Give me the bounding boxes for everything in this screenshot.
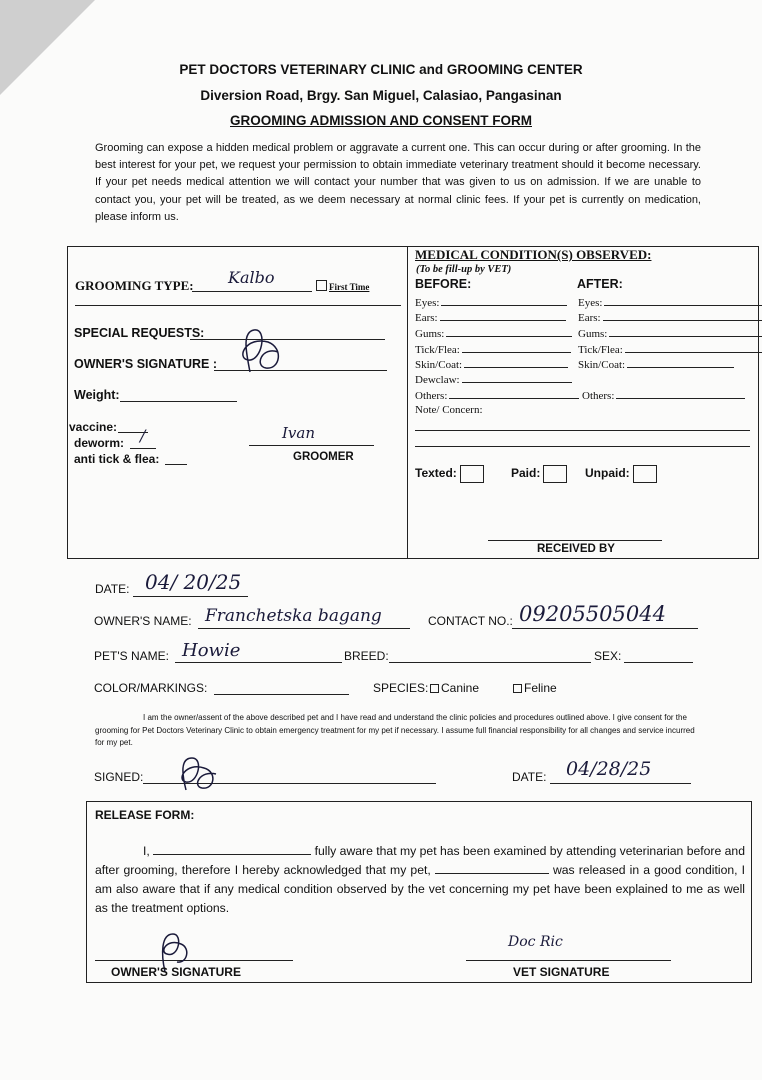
after-item-line[interactable]	[627, 358, 734, 368]
note-label: Note/ Concern:	[415, 404, 483, 416]
before-item	[415, 358, 568, 371]
grooming-type-extra-line	[75, 305, 401, 306]
before-item-line[interactable]	[441, 296, 567, 306]
unpaid-label: Unpaid:	[585, 466, 630, 481]
texted-field[interactable]	[415, 465, 484, 483]
release-text-start: I,	[143, 844, 154, 858]
anti-tick-line	[165, 464, 187, 465]
deworm-line	[130, 448, 156, 449]
before-item-line[interactable]	[446, 327, 572, 337]
grooming-type-line	[192, 291, 312, 292]
release-name-blank[interactable]	[153, 844, 311, 855]
after-item	[582, 389, 745, 402]
signed-label: SIGNED:	[94, 770, 144, 784]
received-by-line	[488, 540, 662, 541]
texted-box[interactable]	[460, 465, 484, 483]
after-item-label: Skin/Coat:	[578, 359, 626, 371]
breed-line	[389, 662, 591, 663]
pet-name-line	[175, 662, 342, 663]
before-item-label: Tick/Flea:	[415, 344, 460, 356]
paid-box[interactable]	[543, 465, 567, 483]
feline-label: Feline	[524, 681, 557, 695]
owner-signature-label: OWNER'S SIGNATURE :	[74, 357, 218, 371]
grooming-type-value[interactable]: Kalbo	[228, 268, 275, 287]
before-item-label: Gums:	[415, 328, 445, 340]
canine-checkbox[interactable]	[430, 684, 439, 693]
before-item-line[interactable]	[449, 389, 579, 399]
release-title: RELEASE FORM:	[95, 808, 195, 822]
intro-paragraph: Grooming can expose a hidden medical problem or aggravate a current one. This can occur during or after grooming. In the best interest for your pet, we request your permission to obtain immediate veterinary treatment should it become necessary. If your pet needs medical attention we will contact your number that was given to us on admission. If we are unable to contact you, your pet will be treated, as we deem necessary at normal clinic fees. If your pet is currently on medication, please inform us.	[95, 142, 701, 223]
after-item	[578, 343, 762, 356]
after-item-label: Tick/Flea:	[578, 344, 623, 356]
after-item	[578, 311, 762, 324]
groomer-label: GROOMER	[293, 451, 354, 463]
after-label: AFTER:	[577, 277, 623, 291]
feline-option[interactable]	[513, 681, 557, 695]
contact-line	[512, 628, 698, 629]
first-time-label: First Time	[329, 282, 370, 292]
after-item-label: Ears:	[578, 312, 601, 324]
special-requests-label: SPECIAL REQUESTS:	[74, 326, 205, 340]
grooming-type-label: GROOMING TYPE:	[75, 278, 194, 293]
table-divider	[407, 246, 408, 558]
release-owner-sign-label: OWNER'S SIGNATURE	[111, 965, 241, 979]
breed-label: BREED:	[344, 649, 389, 663]
before-item	[415, 327, 572, 340]
consent-text: I am the owner/assent of the above described pet and I have read and understand the clinic policies and procedures outlined above. I give consent for the grooming for Pet Doctors Veterinary Clinic to obtain emergency treatment for my pet if necessary. I assume full financial responsibility for all changes and service incurred for my pet.	[95, 713, 695, 747]
medical-title: MEDICAL CONDITION(S) OBSERVED:	[415, 247, 652, 262]
sex-line	[624, 662, 693, 663]
anti-tick-label: anti tick & flea:	[74, 452, 160, 466]
clinic-address: Diversion Road, Brgy. San Miguel, Calasiao, Pangasinan	[200, 88, 562, 103]
owner-name-line	[198, 628, 410, 629]
before-item	[415, 311, 566, 324]
clinic-name: PET DOCTORS VETERINARY CLINIC and GROOMING CENTER	[179, 62, 583, 77]
deworm-label: deworm:	[74, 436, 125, 450]
deworm-mark[interactable]: /	[140, 426, 146, 445]
after-item	[578, 327, 762, 340]
contact-value[interactable]: 09205505044	[519, 602, 666, 626]
signed-scribble	[172, 754, 232, 794]
release-text-mid: fully aware that my pet has been examined by attending veterinarian before and after grooming, therefore I hereby acknowledged that my pet,	[95, 844, 745, 877]
after-item-label: Gums:	[578, 328, 608, 340]
feline-checkbox[interactable]	[513, 684, 522, 693]
before-item	[415, 296, 567, 309]
before-item-label: Skin/Coat:	[415, 359, 463, 371]
after-item-label: Others:	[582, 390, 615, 402]
pet-name-label: PET'S NAME:	[94, 649, 169, 663]
note-line-1	[415, 430, 750, 431]
received-by-label: RECEIVED BY	[537, 543, 615, 555]
owner-signature-scribble	[228, 322, 298, 377]
checkbox-box[interactable]	[316, 280, 327, 291]
after-item-line[interactable]	[604, 296, 762, 306]
release-pet-blank[interactable]	[435, 863, 549, 874]
color-label: COLOR/MARKINGS:	[94, 681, 208, 695]
color-line	[214, 694, 349, 695]
signed-date-value[interactable]: 04/28/25	[566, 758, 652, 780]
note-line-2	[415, 446, 750, 447]
species-label: SPECIES:	[373, 681, 429, 695]
medical-subtitle: (To be fill-up by VET)	[416, 264, 512, 275]
before-item-line[interactable]	[462, 373, 572, 383]
before-item-label: Others:	[415, 390, 448, 402]
canine-label: Canine	[441, 681, 480, 695]
before-item-line[interactable]	[464, 358, 568, 368]
page-corner-fold	[0, 0, 95, 95]
date-line	[133, 596, 248, 597]
after-item-line[interactable]	[616, 389, 745, 399]
unpaid-box[interactable]	[633, 465, 657, 483]
first-time-checkbox[interactable]	[316, 280, 369, 292]
before-label: BEFORE:	[415, 277, 472, 291]
before-item-label: Dewclaw:	[415, 374, 460, 386]
paid-label: Paid:	[511, 466, 541, 481]
before-item-label: Eyes:	[415, 297, 440, 309]
vet-sign-line	[466, 960, 671, 961]
weight-label: Weight:	[74, 388, 120, 402]
after-item	[578, 296, 762, 309]
after-item-line[interactable]	[603, 311, 762, 321]
before-item-line[interactable]	[462, 343, 571, 353]
signed-date-line	[550, 783, 691, 784]
paid-field[interactable]	[511, 465, 567, 483]
release-text-end: was released in a good condition, I am also aware that if any medical condition observed by the vet concerning my pet have been explained to me as well as the treatment options.	[95, 863, 746, 915]
after-item-label: Eyes:	[578, 297, 603, 309]
before-item	[415, 389, 579, 402]
vet-sign-label: VET SIGNATURE	[513, 965, 610, 979]
vet-signature-value[interactable]: Doc Ric	[508, 934, 563, 950]
date-value[interactable]: 04/ 20/25	[145, 570, 242, 594]
date-label: DATE:	[95, 582, 130, 596]
vaccine-label: vaccine:	[69, 420, 118, 434]
form-title: GROOMING ADMISSION AND CONSENT FORM	[230, 113, 532, 128]
pet-name-value[interactable]: Howie	[182, 640, 241, 661]
before-item	[415, 343, 571, 356]
after-item	[578, 358, 734, 371]
canine-option[interactable]	[430, 681, 479, 695]
unpaid-field[interactable]	[585, 465, 657, 483]
groomer-line	[249, 445, 374, 446]
signed-date-label: DATE:	[512, 770, 547, 784]
sex-label: SEX:	[594, 649, 622, 663]
before-item-line[interactable]	[440, 311, 566, 321]
before-item	[415, 373, 572, 386]
before-item-label: Ears:	[415, 312, 438, 324]
contact-label: CONTACT NO.:	[428, 614, 513, 628]
owner-name-label: OWNER'S NAME:	[94, 614, 192, 628]
release-paragraph	[95, 842, 745, 918]
weight-line	[120, 401, 237, 402]
after-item-line[interactable]	[609, 327, 762, 337]
groomer-name[interactable]: Ivan	[282, 424, 316, 442]
after-item-line[interactable]	[625, 343, 762, 353]
texted-label: Texted:	[415, 466, 457, 481]
owner-name-value[interactable]: Franchetska bagang	[205, 606, 382, 626]
